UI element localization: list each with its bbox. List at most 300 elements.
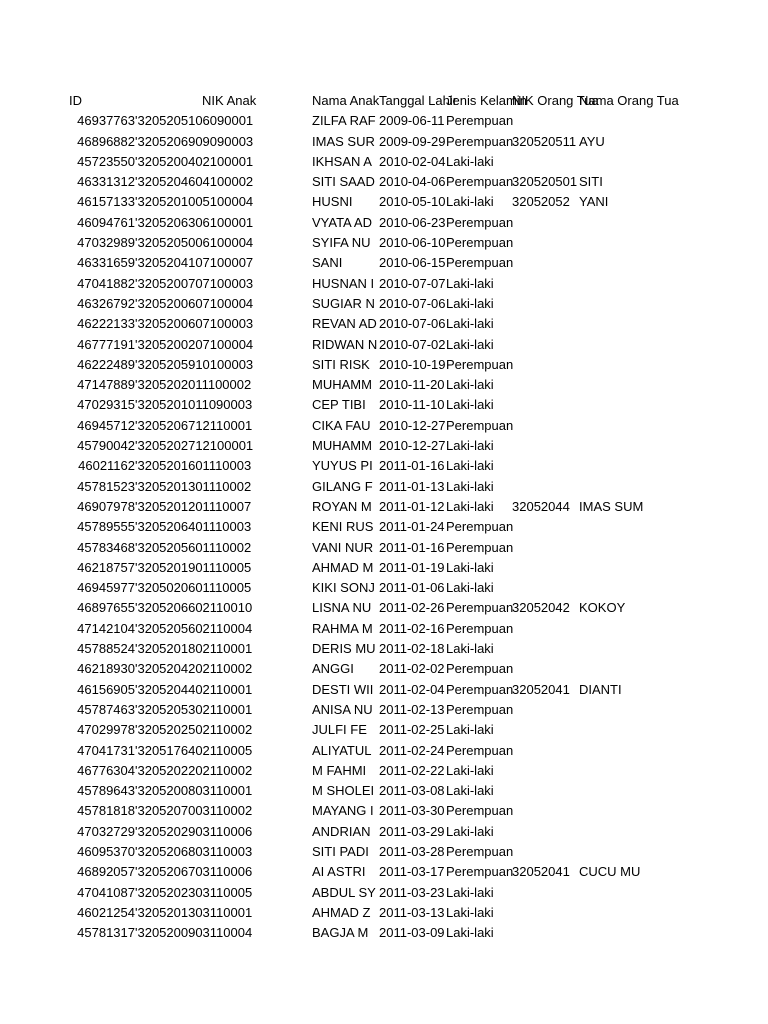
cell-tanggal-lahir: 2010-07-07 xyxy=(379,275,446,291)
cell-nama-orang-tua xyxy=(579,781,647,801)
cell-nik-orang-tua xyxy=(512,456,579,476)
cell-nik-anak: '3205205106090001 xyxy=(135,113,254,129)
cell-tanggal-lahir: 2011-02-04 xyxy=(379,681,445,697)
cell-tanggal-lahir: 2011-01-24 xyxy=(379,519,445,535)
cell-nik-anak: '3205202011100002 xyxy=(135,377,252,393)
cell-tanggal-lahir: 2010-12-27 xyxy=(379,417,446,433)
cell-tanggal-lahir: 2011-02-02 xyxy=(379,661,445,677)
cell-nama-orang-tua: AYU xyxy=(579,133,605,149)
cell-tanggal-lahir: 2011-01-19 xyxy=(379,559,445,575)
cell-id: 46157133 xyxy=(77,194,135,210)
cell-nama-anak: RAHMA M xyxy=(312,620,373,636)
cell-tanggal-lahir: 2011-03-30 xyxy=(379,803,445,819)
cell-nama-orang-tua xyxy=(579,517,647,537)
cell-id: 46777191 xyxy=(77,336,135,352)
cell-id: 46222133 xyxy=(77,316,135,332)
cell-nama-orang-tua xyxy=(579,253,647,273)
cell-tanggal-lahir: 2010-06-23 xyxy=(379,214,446,230)
cell-id: 45781523 xyxy=(77,478,135,494)
cell-nama-orang-tua: YANI xyxy=(579,194,609,210)
cell-jenis-kelamin: Perempuan xyxy=(446,742,514,758)
cell-jenis-kelamin: Laki-laki xyxy=(446,397,494,413)
cell-id: 47032989 xyxy=(77,235,135,251)
cell-jenis-kelamin: Laki-laki xyxy=(446,498,494,514)
cell-nama-anak: MAYANG I xyxy=(312,803,374,819)
cell-nik-anak: '3205204604100002 xyxy=(135,174,254,190)
cell-jenis-kelamin: Laki-laki xyxy=(446,762,494,778)
cell-nama-orang-tua xyxy=(579,538,647,558)
cell-id: 45789643 xyxy=(77,783,135,799)
table-row xyxy=(67,355,647,375)
cell-nik-orang-tua xyxy=(512,213,579,233)
cell-nama-anak: JULFI FE xyxy=(312,722,367,738)
cell-nama-anak: KIKI SONJ xyxy=(312,580,375,596)
cell-nama-orang-tua xyxy=(579,761,647,781)
cell-nama-orang-tua: SITI xyxy=(579,174,603,190)
cell-jenis-kelamin: Perempuan xyxy=(446,235,514,251)
cell-nama-anak: M SHOLEI xyxy=(312,783,375,799)
cell-jenis-kelamin: Perempuan xyxy=(446,539,514,555)
cell-tanggal-lahir: 2010-04-06 xyxy=(379,174,446,190)
cell-nik-anak: '3205206712110001 xyxy=(135,417,253,433)
cell-nik-orang-tua xyxy=(512,375,579,395)
cell-nik-orang-tua xyxy=(512,314,579,334)
cell-nama-orang-tua: IMAS SUM xyxy=(579,498,644,514)
table-row xyxy=(67,801,647,821)
cell-nama-anak: HUSNI xyxy=(312,194,353,210)
cell-nik-orang-tua xyxy=(512,274,579,294)
cell-nama-orang-tua xyxy=(579,477,647,497)
cell-nik-anak: '3205206306100001 xyxy=(135,214,254,230)
cell-nik-anak: '3205205602110004 xyxy=(135,620,253,636)
cell-id: 45781818 xyxy=(77,803,135,819)
table-row xyxy=(67,152,647,172)
cell-id: 46021162 xyxy=(78,458,135,474)
cell-nik-orang-tua: 32052044 xyxy=(512,498,570,514)
cell-nik-orang-tua xyxy=(512,335,579,355)
cell-nik-orang-tua xyxy=(512,152,579,172)
table-row xyxy=(67,111,647,131)
table-row xyxy=(67,903,647,923)
cell-jenis-kelamin: Perempuan xyxy=(446,600,514,616)
cell-id: 46945712 xyxy=(77,417,135,433)
table-row xyxy=(67,659,647,679)
cell-id: 46218757 xyxy=(77,559,135,575)
cell-tanggal-lahir: 2011-02-25 xyxy=(379,722,445,738)
header-jenis-kelamin: Jenis Kelamin xyxy=(446,93,527,108)
cell-nama-anak: BAGJA M xyxy=(312,925,369,941)
table-row xyxy=(67,172,647,192)
cell-nik-anak: '3205205601110002 xyxy=(135,539,252,555)
cell-nama-anak: CIKA FAU xyxy=(312,417,371,433)
cell-id: 45789555 xyxy=(77,519,135,535)
cell-tanggal-lahir: 2010-11-20 xyxy=(379,377,445,393)
cell-jenis-kelamin: Laki-laki xyxy=(446,336,494,352)
table-row xyxy=(67,741,647,761)
cell-nik-anak: '3205205302110001 xyxy=(135,701,253,717)
cell-jenis-kelamin: Laki-laki xyxy=(446,641,494,657)
cell-nama-anak: M FAHMI xyxy=(312,762,367,778)
cell-jenis-kelamin: Laki-laki xyxy=(446,925,494,941)
cell-jenis-kelamin: Laki-laki xyxy=(446,377,494,393)
table-row xyxy=(67,132,647,152)
cell-nik-orang-tua xyxy=(512,700,579,720)
cell-nama-orang-tua xyxy=(579,659,647,679)
cell-nama-anak: ZILFA RAF xyxy=(312,113,376,129)
table-row xyxy=(67,335,647,355)
cell-id: 47029978 xyxy=(77,722,135,738)
cell-tanggal-lahir: 2010-10-19 xyxy=(379,356,446,372)
cell-nik-anak: '3205202712100001 xyxy=(135,438,254,454)
cell-nik-orang-tua xyxy=(512,822,579,842)
cell-nik-anak: '3205205910100003 xyxy=(135,356,254,372)
cell-id: 47142104 xyxy=(77,620,135,636)
cell-nama-anak: SITI RISK xyxy=(312,356,370,372)
table-row xyxy=(67,781,647,801)
cell-nik-anak: '3205204202110002 xyxy=(135,661,253,677)
cell-nik-anak: '3205200707100003 xyxy=(135,275,254,291)
cell-nik-anak: '3205200607100004 xyxy=(135,295,254,311)
cell-nik-orang-tua xyxy=(512,578,579,598)
cell-id: 47029315 xyxy=(77,397,135,413)
cell-tanggal-lahir: 2011-01-16 xyxy=(379,458,445,474)
cell-tanggal-lahir: 2011-03-29 xyxy=(379,823,445,839)
cell-nama-anak: SYIFA NU xyxy=(312,235,371,251)
cell-tanggal-lahir: 2010-05-10 xyxy=(379,194,446,210)
cell-tanggal-lahir: 2010-12-27 xyxy=(379,438,446,454)
table-row xyxy=(67,822,647,842)
table-row xyxy=(67,395,647,415)
cell-nama-orang-tua xyxy=(579,578,647,598)
table-row xyxy=(67,416,647,436)
cell-id: 46937763 xyxy=(77,113,135,129)
cell-tanggal-lahir: 2010-02-04 xyxy=(379,153,446,169)
cell-nama-anak: AHMAD Z xyxy=(312,904,371,920)
header-nama-anak: Nama Anak xyxy=(312,93,380,108)
cell-jenis-kelamin: Perempuan xyxy=(446,620,514,636)
cell-nama-orang-tua xyxy=(579,395,647,415)
cell-nama-orang-tua: DIANTI xyxy=(579,681,622,697)
table-row xyxy=(67,192,647,212)
cell-jenis-kelamin: Laki-laki xyxy=(446,458,494,474)
cell-jenis-kelamin: Perempuan xyxy=(446,113,514,129)
table-row xyxy=(67,274,647,294)
cell-jenis-kelamin: Laki-laki xyxy=(446,438,494,454)
cell-jenis-kelamin: Perempuan xyxy=(446,519,514,535)
cell-nama-anak: YUYUS PI xyxy=(312,458,373,474)
cell-nik-anak: '3205201601110003 xyxy=(135,458,252,474)
cell-nama-anak: ABDUL SY xyxy=(312,884,376,900)
cell-nama-anak: LISNA NU xyxy=(312,600,372,616)
cell-tanggal-lahir: 2011-01-16 xyxy=(379,539,445,555)
cell-jenis-kelamin: Perempuan xyxy=(446,356,514,372)
table-row xyxy=(67,700,647,720)
cell-nama-anak: GILANG F xyxy=(312,478,373,494)
cell-tanggal-lahir: 2010-06-15 xyxy=(379,255,446,271)
cell-jenis-kelamin: Laki-laki xyxy=(446,722,494,738)
cell-nik-anak: '3205206602110010 xyxy=(135,600,253,616)
cell-nama-orang-tua xyxy=(579,883,647,903)
cell-tanggal-lahir: 2011-03-13 xyxy=(379,904,445,920)
cell-id: 46897655 xyxy=(77,600,135,616)
cell-tanggal-lahir: 2011-03-17 xyxy=(379,864,445,880)
cell-nik-orang-tua: 320520501 xyxy=(512,174,578,190)
cell-jenis-kelamin: Perempuan xyxy=(446,133,514,149)
cell-nik-orang-tua xyxy=(512,761,579,781)
cell-nik-orang-tua xyxy=(512,801,579,821)
cell-id: 46326792 xyxy=(77,295,135,311)
cell-nik-anak: '3205204107100007 xyxy=(135,255,254,271)
cell-id: 46907978 xyxy=(77,498,135,514)
cell-jenis-kelamin: Laki-laki xyxy=(446,275,494,291)
cell-tanggal-lahir: 2011-01-13 xyxy=(379,478,445,494)
data-sheet xyxy=(67,91,679,943)
table-row xyxy=(67,375,647,395)
cell-tanggal-lahir: 2010-07-06 xyxy=(379,295,446,311)
cell-nik-anak: '3205200207100004 xyxy=(135,336,254,352)
table-body xyxy=(67,111,647,943)
cell-id: 46896882 xyxy=(77,133,135,149)
cell-nik-orang-tua xyxy=(512,233,579,253)
table-row xyxy=(67,456,647,476)
cell-jenis-kelamin: Perempuan xyxy=(446,661,514,677)
table-row xyxy=(67,761,647,781)
cell-id: 46945977 xyxy=(77,580,135,596)
cell-nik-orang-tua xyxy=(512,720,579,740)
cell-nik-orang-tua xyxy=(512,253,579,273)
table-row xyxy=(67,923,647,943)
cell-id: 45787463 xyxy=(77,701,135,717)
cell-nik-orang-tua xyxy=(512,294,579,314)
table-row xyxy=(67,720,647,740)
cell-nama-orang-tua xyxy=(579,436,647,456)
table-row xyxy=(67,497,647,517)
cell-nama-orang-tua xyxy=(579,801,647,821)
cell-id: 45781317 xyxy=(77,925,135,941)
cell-nik-anak: '3205200402100001 xyxy=(135,153,254,169)
cell-id: 46776304 xyxy=(77,762,135,778)
cell-nama-anak: MUHAMM xyxy=(312,438,372,454)
cell-jenis-kelamin: Laki-laki xyxy=(446,884,494,900)
cell-nama-anak: ALIYATUL xyxy=(312,742,372,758)
cell-nama-orang-tua xyxy=(579,314,647,334)
cell-jenis-kelamin: Perempuan xyxy=(446,214,514,230)
cell-nama-anak: CEP TIBI xyxy=(312,397,366,413)
cell-nik-anak: '3205200903110004 xyxy=(135,925,253,941)
cell-nama-orang-tua xyxy=(579,842,647,862)
cell-nama-anak: DERIS MU xyxy=(312,641,376,657)
cell-nik-orang-tua xyxy=(512,639,579,659)
cell-nama-orang-tua xyxy=(579,903,647,923)
cell-jenis-kelamin: Laki-laki xyxy=(446,194,494,210)
table-row xyxy=(67,598,647,618)
cell-tanggal-lahir: 2009-06-11 xyxy=(379,113,445,129)
cell-tanggal-lahir: 2011-01-12 xyxy=(379,498,445,514)
cell-nama-anak: VYATA AD xyxy=(312,214,372,230)
cell-nik-orang-tua xyxy=(512,416,579,436)
cell-nik-orang-tua xyxy=(512,619,579,639)
cell-jenis-kelamin: Laki-laki xyxy=(446,904,494,920)
cell-nama-anak: VANI NUR xyxy=(312,539,374,555)
cell-nama-anak: SITI PADI xyxy=(312,843,369,859)
cell-id: 46095370 xyxy=(77,843,135,859)
cell-nama-anak: SUGIAR N xyxy=(312,295,375,311)
cell-jenis-kelamin: Laki-laki xyxy=(446,153,494,169)
cell-nama-orang-tua xyxy=(579,274,647,294)
cell-id: 45790042 xyxy=(77,438,135,454)
cell-nik-anak: '3205202303110005 xyxy=(135,884,253,900)
cell-nik-orang-tua xyxy=(512,781,579,801)
cell-nik-orang-tua: 32052052 xyxy=(512,194,570,210)
table-row xyxy=(67,680,647,700)
header-nik-orang-tua: NIK Orang Tua xyxy=(512,93,599,108)
cell-nama-orang-tua: CUCU MU xyxy=(579,864,641,880)
cell-id: 46094761 xyxy=(77,214,135,230)
cell-id: 46892057 xyxy=(77,864,135,880)
cell-nik-anak: '3205202502110002 xyxy=(135,722,253,738)
cell-nik-anak: '3205202903110006 xyxy=(135,823,253,839)
cell-nik-orang-tua xyxy=(512,395,579,415)
cell-jenis-kelamin: Perempuan xyxy=(446,417,514,433)
cell-jenis-kelamin: Laki-laki xyxy=(446,295,494,311)
cell-nama-anak: HUSNAN I xyxy=(312,275,375,291)
cell-id: 46331312 xyxy=(77,174,135,190)
table-row xyxy=(67,639,647,659)
cell-nama-orang-tua xyxy=(579,456,647,476)
table-row xyxy=(67,883,647,903)
cell-tanggal-lahir: 2011-01-06 xyxy=(379,580,445,596)
cell-nama-orang-tua xyxy=(579,558,647,578)
cell-nik-orang-tua xyxy=(512,842,579,862)
table-row xyxy=(67,517,647,537)
cell-nama-orang-tua xyxy=(579,375,647,395)
cell-nama-orang-tua xyxy=(579,335,647,355)
cell-id: 45788524 xyxy=(77,641,135,657)
cell-nik-anak: '3205201301110002 xyxy=(135,478,252,494)
cell-nik-anak: '3205201011090003 xyxy=(135,397,253,413)
cell-nama-orang-tua xyxy=(579,720,647,740)
cell-nik-orang-tua xyxy=(512,903,579,923)
cell-nama-anak: REVAN AD xyxy=(312,316,377,332)
cell-id: 47147889 xyxy=(77,377,135,393)
cell-id: 47041731 xyxy=(77,742,135,758)
cell-nik-orang-tua xyxy=(512,355,579,375)
cell-nik-orang-tua: 32052042 xyxy=(512,600,570,616)
cell-nama-orang-tua xyxy=(579,639,647,659)
cell-tanggal-lahir: 2011-02-18 xyxy=(379,641,445,657)
cell-tanggal-lahir: 2011-03-23 xyxy=(379,884,445,900)
cell-id: 47032729 xyxy=(77,823,135,839)
cell-id: 46222489 xyxy=(77,356,135,372)
cell-jenis-kelamin: Perempuan xyxy=(446,803,514,819)
cell-tanggal-lahir: 2011-02-13 xyxy=(379,701,445,717)
cell-nama-anak: KENI RUS xyxy=(312,519,374,535)
cell-jenis-kelamin: Laki-laki xyxy=(446,478,494,494)
cell-nik-orang-tua xyxy=(512,111,579,131)
cell-jenis-kelamin: Laki-laki xyxy=(446,580,494,596)
cell-nik-anak: '3205201901110005 xyxy=(135,559,252,575)
cell-nama-anak: SANI xyxy=(312,255,343,271)
cell-jenis-kelamin: Perempuan xyxy=(446,174,514,190)
cell-tanggal-lahir: 2009-09-29 xyxy=(379,133,446,149)
cell-nik-orang-tua xyxy=(512,741,579,761)
cell-nik-orang-tua: 32052041 xyxy=(512,864,570,880)
cell-nama-orang-tua xyxy=(579,111,647,131)
cell-jenis-kelamin: Perempuan xyxy=(446,843,514,859)
cell-nik-anak: '3205204402110001 xyxy=(135,681,253,697)
table-row xyxy=(67,862,647,882)
cell-nama-anak: ANGGI xyxy=(312,661,354,677)
cell-tanggal-lahir: 2011-02-26 xyxy=(379,600,445,616)
cell-nama-anak: RIDWAN N xyxy=(312,336,378,352)
cell-id: 47041087 xyxy=(77,884,135,900)
table-row xyxy=(67,233,647,253)
cell-nama-orang-tua xyxy=(579,233,647,253)
cell-nik-anak: '3205206401110003 xyxy=(135,519,252,535)
header-row xyxy=(67,91,679,111)
cell-nama-anak: ANDRIAN xyxy=(312,823,371,839)
cell-nama-orang-tua xyxy=(579,213,647,233)
table-row xyxy=(67,538,647,558)
cell-nik-orang-tua xyxy=(512,436,579,456)
cell-nik-orang-tua xyxy=(512,923,579,943)
cell-nik-anak: '3205206803110003 xyxy=(135,843,253,859)
cell-nama-orang-tua xyxy=(579,822,647,842)
table-row xyxy=(67,578,647,598)
cell-nik-anak: '3205201303110001 xyxy=(135,904,253,920)
cell-jenis-kelamin: Perempuan xyxy=(446,701,514,717)
cell-nama-anak: MUHAMM xyxy=(312,377,372,393)
cell-jenis-kelamin: Laki-laki xyxy=(446,823,494,839)
cell-jenis-kelamin: Perempuan xyxy=(446,864,514,880)
cell-id: 47041882 xyxy=(77,275,135,291)
table-row xyxy=(67,213,647,233)
cell-nama-orang-tua xyxy=(579,152,647,172)
cell-nama-orang-tua xyxy=(579,700,647,720)
cell-id: 46331659 xyxy=(77,255,135,271)
cell-nama-orang-tua xyxy=(579,619,647,639)
cell-nik-orang-tua xyxy=(512,538,579,558)
cell-jenis-kelamin: Laki-laki xyxy=(446,783,494,799)
cell-nama-orang-tua xyxy=(579,294,647,314)
table-row xyxy=(67,477,647,497)
table-row xyxy=(67,314,647,334)
cell-nama-orang-tua xyxy=(579,355,647,375)
cell-tanggal-lahir: 2010-07-06 xyxy=(379,316,446,332)
cell-nama-anak: ANISA NU xyxy=(312,701,373,717)
cell-nik-anak: '3205206909090003 xyxy=(135,133,254,149)
cell-nik-orang-tua xyxy=(512,558,579,578)
cell-nik-anak: '3205206703110006 xyxy=(135,864,253,880)
cell-nik-anak: '3205207003110002 xyxy=(135,803,253,819)
table-row xyxy=(67,436,647,456)
cell-jenis-kelamin: Perempuan xyxy=(446,681,514,697)
cell-nik-anak: '3205200607100003 xyxy=(135,316,254,332)
cell-id: 46021254 xyxy=(77,904,135,920)
cell-nik-orang-tua xyxy=(512,517,579,537)
cell-tanggal-lahir: 2011-03-08 xyxy=(379,783,445,799)
cell-nama-anak: IMAS SUR xyxy=(312,133,375,149)
cell-nik-orang-tua: 32052041 xyxy=(512,681,570,697)
cell-jenis-kelamin: Perempuan xyxy=(446,255,514,271)
cell-nama-anak: AHMAD M xyxy=(312,559,374,575)
table-row xyxy=(67,558,647,578)
cell-nik-orang-tua xyxy=(512,659,579,679)
cell-nik-orang-tua: 320520511 xyxy=(512,133,577,149)
cell-nama-anak: IKHSAN A xyxy=(312,153,372,169)
cell-nik-anak: '3205020601110005 xyxy=(135,580,252,596)
cell-tanggal-lahir: 2011-02-22 xyxy=(379,762,445,778)
